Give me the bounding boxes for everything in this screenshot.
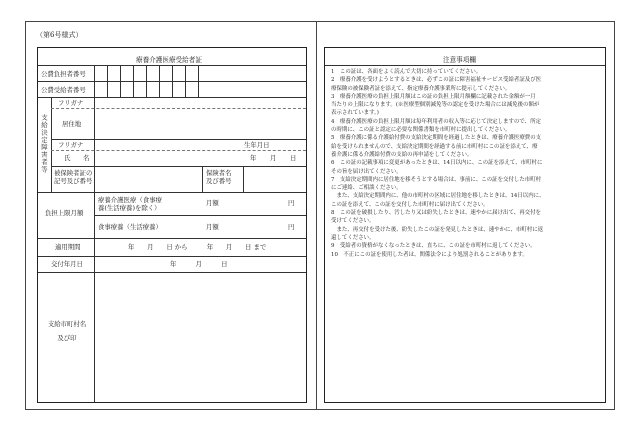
note-line: 5 療養介護に係る介護給付費の支給決定期間を経過したときは、療養介護医療費の支 [331,135,542,142]
certificate-title: 療養介護医療受給者証 [136,56,202,64]
furigana-label: フリガナ [58,99,84,107]
public-payer-number-label: 公費負担者番号 [41,70,86,78]
divider [51,139,306,140]
note-line: また、支給決定期間内に、他の市町村の区域に居住地を移したときは、14日以内に、 [331,193,545,200]
monthly-amount-label: 月額 [206,199,219,207]
note-line: 養介護に係る介護給付費の支給の再申請をしてください。 [331,151,473,158]
notes-list [331,68,601,259]
monthly-amount-label: 月額 [206,223,219,231]
note-line: 7 支給決定期間内に居住地を移そうとする場合は、事前に、この証を交付した市町村 [331,176,542,183]
recipient-vertical-label: 支給決定障害者等 [40,114,48,174]
note-line: にご連絡、ご相談ください。 [331,185,402,192]
notes-title: 注意事項欄 [443,56,476,64]
seal-label: 及び印 [57,334,77,342]
yen-unit-label: 円 [288,199,295,207]
note-line: 3 療養介護医療の負担上限月額はこの証の負担上限月額欄に記載された金額が一月 [331,93,536,100]
divider [198,81,306,82]
divider [198,65,199,81]
note-line: 給を受けられませんので、支給決定期間を経過する前に市町村にこの証を添えて、療 [331,143,538,150]
divider [202,166,203,192]
note-line: 当たりの上限になります。(※医療型個別減免等の認定を受けた場合には減免後の額が [331,102,540,109]
note-line: 4 療養介護医療の負担上限月額は毎年利用者の収入等に応じて決定しますので、所定 [331,118,541,125]
divider [38,238,306,239]
issue-date-label: 交付年月日 [51,260,83,268]
municipality-label: 支給市町村名 [47,320,87,328]
note-line: 6 この証の記載事項に変更があったときは、14日以内に、この証を添えて、市町村に [331,160,543,167]
note-line: 1 この証は、各面をよく読んで大切に持っていてください。 [331,69,482,75]
certificate-panel [37,47,307,403]
address-label: 居住地 [62,120,82,128]
divider [51,150,306,151]
divider [38,256,306,257]
divider [51,97,52,192]
validity-period-value: 年 月 日 から 年 月 日 まで [128,243,267,251]
divider [325,65,605,66]
note-line: 8 この証を破損したり、汚したり又は紛失したときは、速やかに届け出て、再交付を [331,210,541,217]
form-number: （第6号様式） [36,31,83,39]
note-line: また、再交付を受けた後、紛失したこの証を発見したときは、速やかに、市町村に返 [331,226,544,233]
note-line: その旨を届け出てください。 [331,168,402,175]
notes-panel [324,47,606,403]
note-line: 10 不正にこの証を使用した者は、関係法令により処罰されることがあります。 [331,251,528,258]
medical-care-label: 療養介護医療（食事療 養(生活療養)を除く） [98,196,162,212]
validity-period-label: 適用期間 [55,243,81,251]
divider [38,192,306,193]
name-label: 氏 名 [64,154,90,162]
divider [51,166,306,167]
divider [38,272,306,273]
note-line: この証を添えて、この証を交付した市町村に届け出てください。 [331,201,489,208]
divider [94,238,95,272]
burden-limit-label: 負担上限月額 [45,209,84,217]
divider [94,215,306,216]
note-line: 受けてください。 [331,218,375,225]
divider [243,166,244,192]
public-recipient-number-label: 公費受給者番号 [41,86,86,94]
yen-unit-label: 円 [288,223,295,231]
note-line: 2 療養介護を受けようとするときは、必ずこの証に障害福祉サービス受給者証及び医 [331,77,542,84]
note-line: の時期に、この証と認定に必要な関係書類を市町村に提出してください。 [331,127,511,134]
divider [94,97,95,192]
divider [38,97,306,98]
note-line: 療保険の被保険者証を添えて、指定療養介護事業所に提示してください。 [331,85,511,92]
insured-symbol-label: 被保険者証の 記号及び番号 [54,169,93,185]
note-line: 表示されています。) [331,110,379,117]
issue-date-value: 年 月 日 [170,260,228,268]
birth-day-label: 日 [290,154,297,162]
birth-month-label: 月 [270,154,277,162]
page-fold-divider [316,21,317,410]
furigana-label: フリガナ [58,141,84,149]
insurer-number-label: 保険者名 及び番号 [206,169,232,185]
birth-year-label: 年 [250,154,257,162]
divider [94,272,95,402]
meal-care-label: 食事療養（生活療養） [98,223,162,231]
birth-date-label: 生年月日 [244,141,270,149]
note-line: 9 受給者の資格がなくなったときは、直ちに、この証を市町村に返してください。 [331,243,536,250]
divider [38,81,198,82]
note-line: 還してください。 [331,234,375,241]
divider [51,108,306,109]
